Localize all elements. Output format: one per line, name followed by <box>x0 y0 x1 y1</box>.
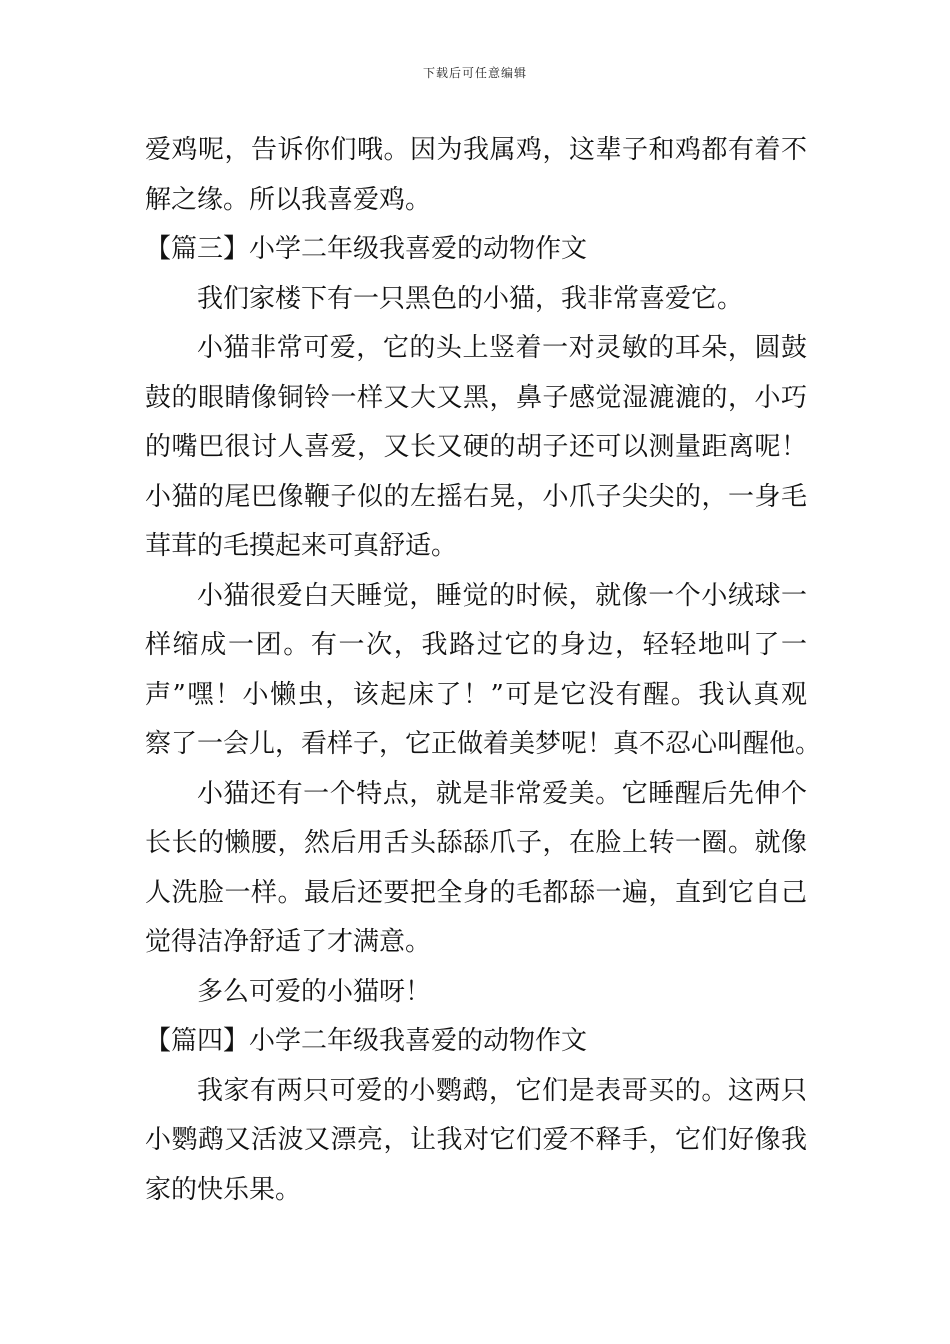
text-line: 察了一会儿，看样子，它正做着美梦呢！真不忍心叫醒他。 <box>145 729 822 759</box>
text-line: 的嘴巴很讨人喜爱，又长又硬的胡子还可以测量距离呢！ <box>145 432 807 462</box>
text-line: 长长的懒腰，然后用舌头舔舔爪子，在脸上转一圈。就像 <box>145 828 807 858</box>
text-line: 声”嘿！小懒虫，该起床了！”可是它没有醒。我认真观 <box>145 679 807 710</box>
document-body <box>145 126 822 1215</box>
text-line: 小猫的尾巴像鞭子似的左摇右晃，小爪子尖尖的，一身毛 <box>145 481 807 512</box>
text-line: 爱鸡呢，告诉你们哦。因为我属鸡，这辈子和鸡都有着不 <box>145 135 807 165</box>
text-line: 家的快乐果。 <box>145 1174 302 1205</box>
paragraph-start: 小猫还有一个特点，就是非常爱美。它睡醒后先伸个 <box>197 778 807 809</box>
text-line: 人洗脸一样。最后还要把全身的毛都舔一遍，直到它自己 <box>145 877 807 908</box>
paragraph-start: 我们家楼下有一只黑色的小猫，我非常喜爱它。 <box>197 283 744 314</box>
section-heading-3: 【篇三】小学二年级我喜爱的动物作文 <box>145 234 588 264</box>
paragraph-start: 小猫很爱白天睡觉，睡觉的时候，就像一个小绒球一 <box>197 580 807 611</box>
section-heading-4: 【篇四】小学二年级我喜爱的动物作文 <box>145 1026 588 1056</box>
paragraph-start: 多么可爱的小猫呀！ <box>197 976 432 1007</box>
text-line: 样缩成一团。有一次，我路过它的身边，轻轻地叫了一 <box>145 630 807 660</box>
text-line: 觉得洁净舒适了才满意。 <box>145 927 432 957</box>
page-header-note: 下载后可任意编辑 <box>422 66 527 80</box>
text-line: 鼓的眼睛像铜铃一样又大又黑，鼻子感觉湿漉漉的，小巧 <box>145 382 807 413</box>
text-line: 小鹦鹉又活波又漂亮，让我对它们爱不释手，它们好像我 <box>145 1125 807 1155</box>
text-line: 解之缘。所以我喜爱鸡。 <box>145 184 432 215</box>
paragraph-start: 我家有两只可爱的小鹦鹉，它们是表哥买的。这两只 <box>197 1075 807 1106</box>
paragraph-start: 小猫非常可爱，它的头上竖着一对灵敏的耳朵，圆鼓 <box>197 333 807 363</box>
text-line: 茸茸的毛摸起来可真舒适。 <box>145 531 458 561</box>
